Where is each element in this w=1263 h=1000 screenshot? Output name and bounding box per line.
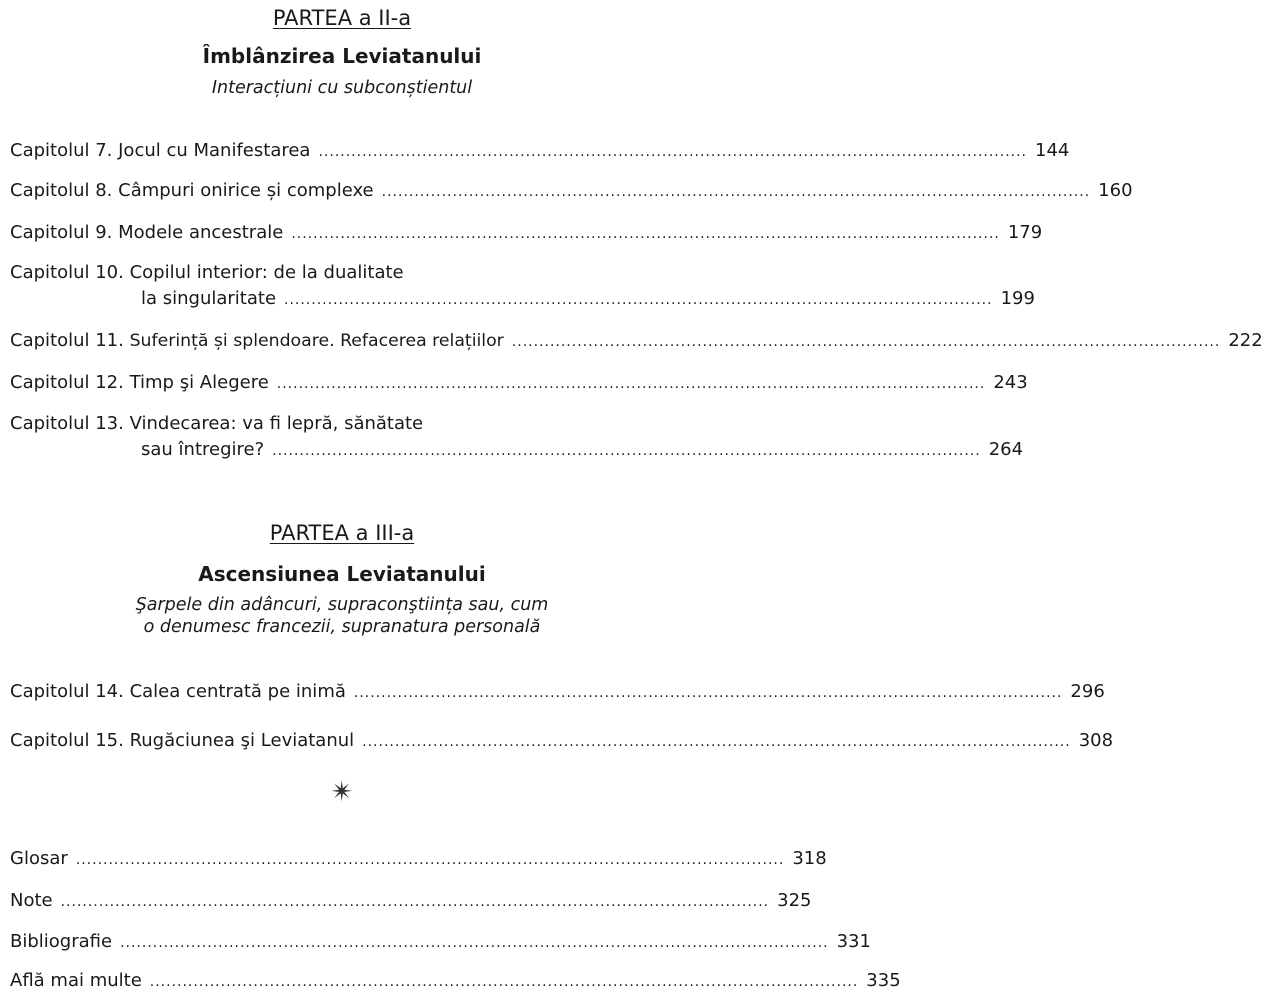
dot-leader: ..................................................................................................................................: [511, 334, 1221, 350]
part-2-subtitle: Interacțiuni cu subconștientul: [211, 78, 473, 98]
toc-entry-chapter-14[interactable]: [10, 679, 1105, 706]
part-3-label: PARTEA a III-a: [269, 521, 415, 545]
dot-leader: ..................................................................................................................................: [120, 935, 829, 951]
dot-leader: ..................................................................................................................................: [149, 974, 859, 990]
chapter-title-line-1: Vindecarea: va fi lepră, sănătate: [129, 413, 424, 434]
star-ornament-icon: ✴: [330, 775, 354, 808]
entry-title: Glosar: [10, 848, 68, 869]
dot-leader: ..................................................................................................................................: [75, 852, 785, 868]
toc-entry-chapter-9[interactable]: [10, 220, 1043, 247]
chapter-title-line-2: sau întregire?: [141, 439, 265, 460]
chapter-number: Capitolul 14.: [10, 681, 130, 702]
entry-title: Note: [10, 890, 53, 911]
dot-leader: ..................................................................................................................................: [60, 894, 770, 910]
dot-leader: ..................................................................................................................................: [272, 443, 981, 459]
page-number: 179: [1007, 222, 1043, 243]
page-number: 160: [1098, 180, 1133, 201]
chapter-title: Modele ancestrale: [118, 222, 284, 243]
page-number: 264: [988, 439, 1024, 460]
page-number: 318: [792, 848, 827, 869]
chapter-title-line-1: Copilul interior: de la dualitate: [129, 262, 404, 283]
dot-leader: ..................................................................................................................................: [353, 685, 1063, 701]
chapter-title: Rugăciunea şi Leviatanul: [129, 730, 355, 751]
toc-entry-chapter-8[interactable]: [10, 178, 1133, 205]
part-3-subtitle-line-1: Şarpele din adâncuri, supraconştiința sau, cum: [135, 595, 549, 615]
toc-entry-chapter-15[interactable]: [10, 728, 1114, 755]
part-2-title: Îmblânzirea Leviatanului: [202, 44, 482, 68]
chapter-title: Calea centrată pe inimă: [129, 681, 346, 702]
chapter-title: Câmpuri onirice și complexe: [118, 180, 374, 201]
toc-entry-note[interactable]: [10, 888, 812, 915]
dot-leader: ..................................................................................................................................: [284, 292, 993, 308]
page-number: 144: [1035, 140, 1070, 161]
chapter-title: Suferință și splendoare. Refacerea relațiilor: [129, 331, 504, 351]
page-number: 325: [777, 890, 812, 911]
toc-entry-bibliografie[interactable]: [10, 929, 871, 956]
chapter-number: Capitolul 15.: [10, 730, 130, 751]
page-number: 243: [993, 372, 1028, 393]
chapter-number: Capitolul 11.: [10, 330, 130, 351]
chapter-title: Timp şi Alegere: [129, 372, 269, 393]
toc-entry-glosar[interactable]: [10, 846, 827, 873]
entry-title: Află mai multe: [10, 970, 142, 991]
chapter-13-first-line: [10, 411, 423, 437]
dot-leader: ..................................................................................................................................: [362, 734, 1071, 750]
page-number: 296: [1070, 681, 1105, 702]
page-number: 331: [836, 931, 871, 952]
part-3-subtitle-line-2: o denumesc francezii, supranatura personală: [143, 617, 541, 637]
toc-entry-chapter-7[interactable]: [10, 138, 1070, 165]
dot-leader: ..................................................................................................................................: [381, 184, 1091, 200]
toc-entry-chapter-11[interactable]: [10, 328, 1263, 355]
toc-entry-afla-mai-multe[interactable]: [10, 968, 901, 995]
entry-title: Bibliografie: [10, 931, 113, 952]
toc-entry-chapter-13[interactable]: [141, 437, 1024, 464]
dot-leader: ..................................................................................................................................: [291, 226, 1000, 242]
part-2-label: PARTEA a II-a: [272, 6, 412, 30]
part-3-title: Ascensiunea Leviatanului: [198, 562, 486, 586]
dot-leader: ..................................................................................................................................: [318, 144, 1027, 160]
page-number: 335: [866, 970, 901, 991]
chapter-number: Capitolul 13.: [10, 413, 130, 434]
page-number: 222: [1228, 330, 1263, 351]
page-number: 199: [1000, 288, 1035, 309]
dot-leader: ..................................................................................................................................: [276, 376, 986, 392]
chapter-title-line-2: la singularitate: [141, 288, 277, 309]
chapter-number: Capitolul 7.: [10, 140, 119, 161]
chapter-number: Capitolul 10.: [10, 262, 130, 283]
chapter-title: Jocul cu Manifestarea: [118, 140, 311, 161]
chapter-number: Capitolul 8.: [10, 180, 119, 201]
chapter-number: Capitolul 12.: [10, 372, 130, 393]
chapter-10-first-line: [10, 260, 404, 286]
toc-entry-chapter-12[interactable]: [10, 370, 1028, 397]
page-number: 308: [1078, 730, 1114, 751]
toc-entry-chapter-10[interactable]: [141, 286, 1035, 313]
chapter-number: Capitolul 9.: [10, 222, 119, 243]
